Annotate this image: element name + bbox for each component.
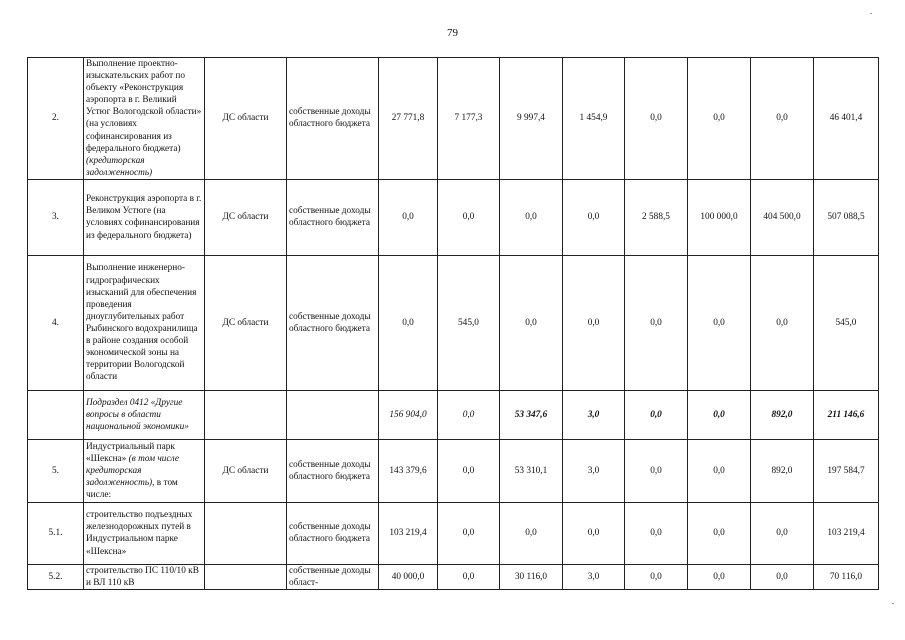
scan-speck	[870, 13, 872, 14]
row-value: 156 904,0	[379, 390, 438, 439]
row-source	[287, 390, 379, 439]
row-executor	[205, 564, 287, 589]
row-value: 0,0	[438, 564, 500, 589]
row-executor: ДС области	[205, 439, 287, 502]
row-source: собственные доходы областного бюджета	[287, 439, 379, 502]
row-value: 0,0	[563, 502, 625, 564]
row-value: 143 379,6	[379, 439, 438, 502]
row-value: 0,0	[379, 179, 438, 255]
row-value: 545,0	[438, 255, 500, 390]
row-name: Реконструкция аэропорта в г. Великом Устюге (на условиях софинансирования из федерального бюджета)	[84, 179, 205, 255]
row-value: 0,0	[625, 502, 688, 564]
row-value: 0,0	[379, 255, 438, 390]
row-total: 211 146,6	[814, 390, 879, 439]
row-value: 0,0	[751, 255, 814, 390]
row-value: 0,0	[500, 502, 563, 564]
row-source: собственные доходы областного бюджета	[287, 255, 379, 390]
row-value: 0,0	[438, 439, 500, 502]
page-number: 79	[447, 27, 458, 39]
row-value: 30 116,0	[500, 564, 563, 589]
row-value: 892,0	[751, 390, 814, 439]
row-value: 53 347,6	[500, 390, 563, 439]
row-source: собственные доходы областного бюджета	[287, 179, 379, 255]
row-executor	[205, 390, 287, 439]
row-total: 507 088,5	[814, 179, 879, 255]
row-number: 5.2.	[28, 564, 84, 589]
row-name: Выполнение инженерно-гидрографических изысканий для обеспечения проведения дноуглубительных работ Рыбинского водохранилища в районе создания особой экономической зоны на территории Вологодской области	[84, 255, 205, 390]
row-value: 0,0	[438, 179, 500, 255]
row-value: 27 771,8	[379, 58, 438, 180]
row-value: 3,0	[563, 439, 625, 502]
row-executor: ДС области	[205, 179, 287, 255]
row-value: 100 000,0	[688, 179, 751, 255]
row-value: 892,0	[751, 439, 814, 502]
row-value: 0,0	[438, 502, 500, 564]
row-number: 5.1.	[28, 502, 84, 564]
row-value: 0,0	[625, 564, 688, 589]
row-total: 70 116,0	[814, 564, 879, 589]
row-value: 0,0	[688, 502, 751, 564]
row-value: 53 310,1	[500, 439, 563, 502]
row-value: 0,0	[625, 58, 688, 180]
row-source: собственные доходы област-	[287, 564, 379, 589]
row-value: 0,0	[688, 255, 751, 390]
row-total: 103 219,4	[814, 502, 879, 564]
row-value: 0,0	[688, 564, 751, 589]
row-executor: ДС области	[205, 255, 287, 390]
row-name: строительство подъездных железнодорожных путей в Индустриальном парке «Шексна»	[84, 502, 205, 564]
row-name: Выполнение проектно-изыскательских работ по объекту «Реконструкция аэропорта в г. Великий Устюг Вологодской области» (на условиях софинансирования из федерального бюджета) (кредиторская задолженность)	[84, 58, 205, 180]
row-value: 0,0	[563, 179, 625, 255]
row-value: 0,0	[751, 502, 814, 564]
budget-table	[27, 57, 879, 590]
row-number: 3.	[28, 179, 84, 255]
row-value: 103 219,4	[379, 502, 438, 564]
table-row	[28, 564, 879, 589]
row-value: 0,0	[688, 439, 751, 502]
row-value: 3,0	[563, 390, 625, 439]
row-source: собственные доходы областного бюджета	[287, 58, 379, 180]
row-value: 0,0	[625, 255, 688, 390]
row-executor	[205, 502, 287, 564]
row-value: 0,0	[625, 439, 688, 502]
row-value: 40 000,0	[379, 564, 438, 589]
table-row	[28, 255, 879, 390]
row-name: строительство ПС 110/10 кВ и ВЛ 110 кВ	[84, 564, 205, 589]
row-total: 46 401,4	[814, 58, 879, 180]
table-row	[28, 179, 879, 255]
row-value: 0,0	[625, 390, 688, 439]
row-value: 0,0	[688, 58, 751, 180]
row-number: 2.	[28, 58, 84, 180]
table-row	[28, 502, 879, 564]
row-value: 0,0	[751, 564, 814, 589]
row-number	[28, 390, 84, 439]
table-row	[28, 439, 879, 502]
row-value: 2 588,5	[625, 179, 688, 255]
table-row	[28, 58, 879, 180]
row-name: Индустриальный парк «Шексна» (в том числе кредиторская задолженность), в том числе:	[84, 439, 205, 502]
scan-speck	[892, 603, 894, 604]
row-number: 5.	[28, 439, 84, 502]
row-executor: ДС области	[205, 58, 287, 180]
row-value: 7 177,3	[438, 58, 500, 180]
row-value: 0,0	[500, 255, 563, 390]
row-value: 1 454,9	[563, 58, 625, 180]
row-source: собственные доходы областного бюджета	[287, 502, 379, 564]
row-number: 4.	[28, 255, 84, 390]
row-value: 0,0	[688, 390, 751, 439]
row-value: 0,0	[438, 390, 500, 439]
row-value: 0,0	[500, 179, 563, 255]
row-value: 0,0	[751, 58, 814, 180]
row-value: 9 997,4	[500, 58, 563, 180]
row-value: 404 500,0	[751, 179, 814, 255]
subtotal-row	[28, 390, 879, 439]
row-value: 3,0	[563, 564, 625, 589]
row-total: 197 584,7	[814, 439, 879, 502]
row-total: 545,0	[814, 255, 879, 390]
row-value: 0,0	[563, 255, 625, 390]
row-name: Подраздел 0412 «Другие вопросы в области национальной экономики»	[84, 390, 205, 439]
